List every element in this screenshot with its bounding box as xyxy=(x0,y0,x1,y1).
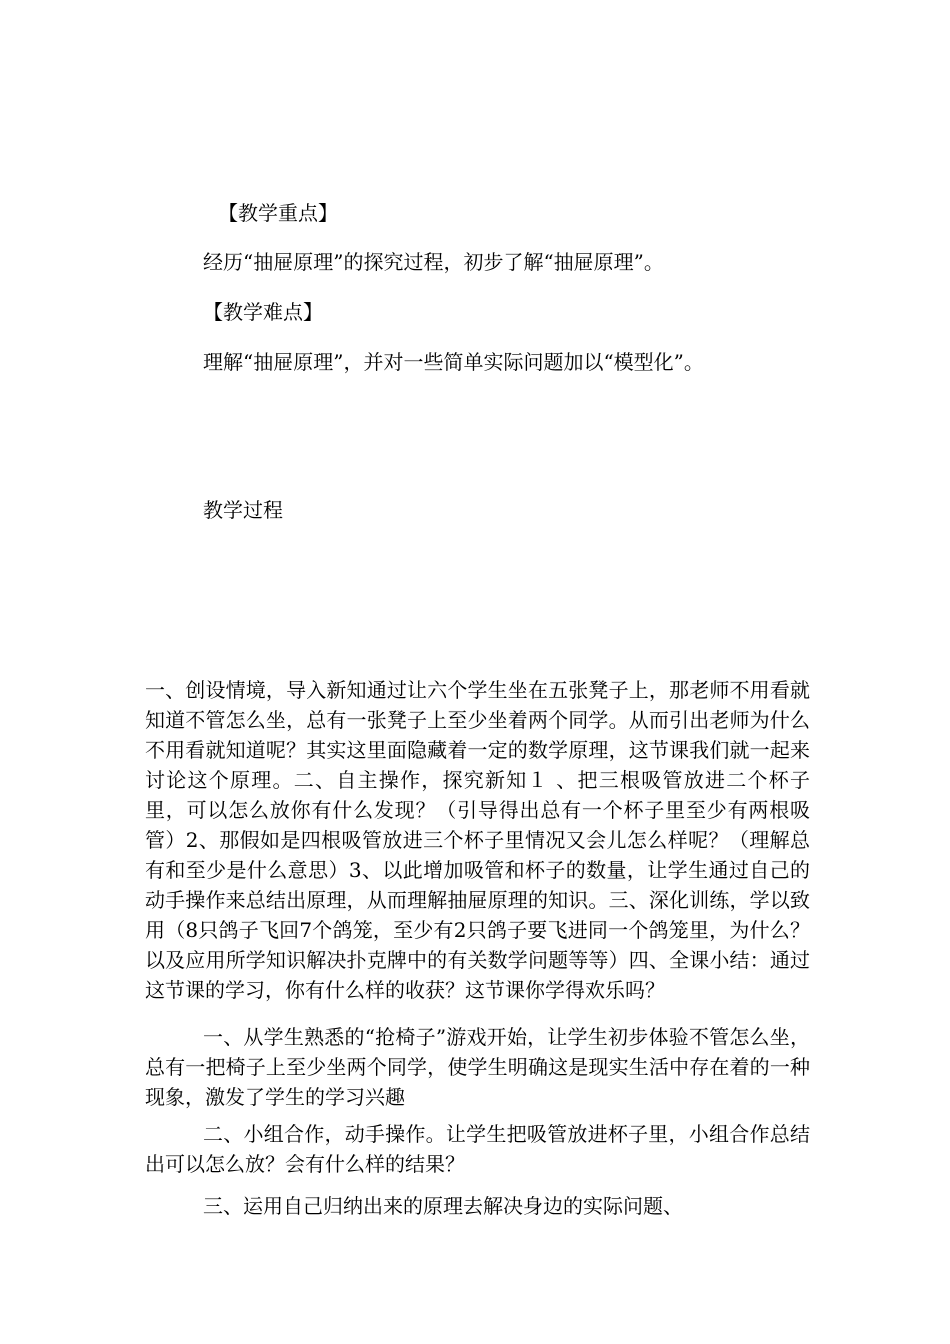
process-point-1: 一、从学生熟悉的“抢椅子”游戏开始，让学生初步体验不管怎么坐，总有一把椅子上至少坐两个同学，使学生明确这是现实生活中存在着的一种现象，激发了学生的学习兴趣 xyxy=(145,1025,810,1109)
process-point-3: 三、运用自己归纳出来的原理去解决身边的实际问题、 xyxy=(203,1194,683,1218)
key-point-heading: 【教学重点】 xyxy=(218,201,338,225)
process-point-2: 二、小组合作，动手操作。让学生把吸管放进杯子里，小组合作总结出可以怎么放？会有什么样的结果？ xyxy=(145,1122,810,1176)
key-point-text: 经历“抽屉原理”的探究过程，初步了解“抽屉原理”。 xyxy=(203,250,664,274)
difficulty-text: 理解“抽屉原理”，并对一些简单实际问题加以“模型化”。 xyxy=(203,350,704,374)
process-summary: 一、创设情境，导入新知通过让六个学生坐在五张凳子上，那老师不用看就知道不管怎么坐，总有一张凳子上至少坐着两个同学。从而引出老师为什么不用看就知道呢？其实这里面隐藏着一定的数学原理，这节课我们就一起来讨论这个原理。二、自主操作，探究新知１ 、把三根吸管放进二个杯子里，可以怎么放你有什么发现？（引导得出总有一个杯子里至少有两根吸管）2、那假如是四根吸管放进三个杯子里情况又会儿怎么样呢？（理解总有和至少是什么意思）3、以此增加吸管和杯子的数量，让学生通过自己的动手操作来总结出原理，从而理解抽屉原理的知识。三、深化训练，学以致用（8只鸽子飞回7个鸽笼，至少有2只鸽子要飞进同一个鸽笼里，为什么？以及应用所学知识解决扑克牌中的有关数学问题等等）四、全课小结：通过这节课的学习，你有什么样的收获？这节课你学得欢乐吗？ xyxy=(145,678,810,1002)
process-heading: 教学过程 xyxy=(203,498,283,522)
difficulty-heading: 【教学难点】 xyxy=(203,300,323,324)
